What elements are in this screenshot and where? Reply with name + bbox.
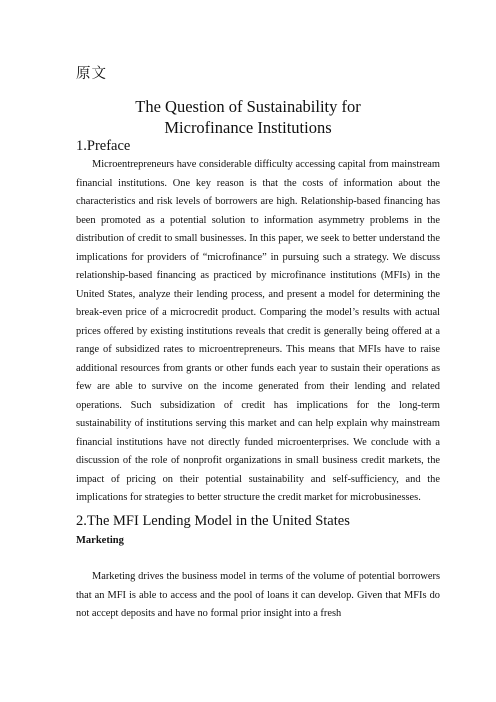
chinese-heading: 原文: [76, 66, 107, 82]
preface-paragraph: Microentrepreneurs have considerable difficulty accessing capital from mainstream financial institutions. One key reason is that the costs of information about the characteristics and risk levels of borrowers are high. Relationship-based financing has been promoted as a potential solution to information asymmetry problems in the distribution of credit to small businesses. In this paper, we seek to better understand the implications for providers of “microfinance” in pursuing such a strategy. We discuss relationship-based financing as practiced by microfinance institutions (MFIs) in the United States, analyze their lending process, and present a model for determining the break-even price of a microcredit product. Comparing the model’s results with actual prices offered by existing institutions reveals that credit is generally being offered at a range of subsidized rates to microentrepreneurs. This means that MFIs have to raise additional resources from grants or other funds each year to sustain their operations as few are able to survive on the income generated from their lending and related operations. Such subsidization of credit has implications for the long-term sustainability of institutions serving this market and can help explain why mainstream financial institutions have not directly funded microenterprises. We conclude with a discussion of the role of nonprofit organizations in small business credit markets, the impact of pricing on their potential sustainability and self-sufficiency, and the implications for strategies to better structure the credit market for microbusinesses.: [76, 159, 440, 503]
paper-title-line-2: Microfinance Institutions: [164, 118, 332, 137]
section-heading-preface: 1.Preface: [76, 138, 131, 154]
marketing-paragraph: Marketing drives the business model in terms of the volume of potential borrowers that an MFI is able to access and the pool of loans it can develop. Given that MFIs do not accept deposits and have no formal prior insight into a fresh: [76, 571, 440, 619]
subheading-marketing: Marketing: [76, 535, 124, 546]
section-heading-lending-model: 2.The MFI Lending Model in the United States: [76, 513, 350, 529]
paper-title-line-1: The Question of Sustainability for: [135, 97, 361, 116]
